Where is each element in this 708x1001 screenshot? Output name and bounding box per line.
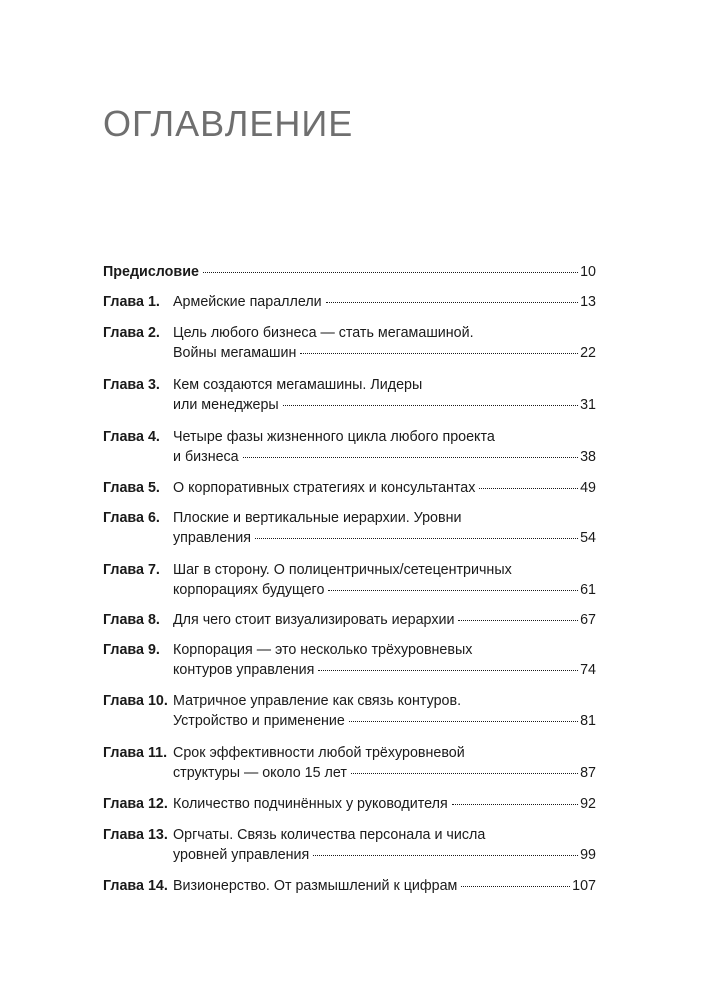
toc-entry-line <box>173 528 596 548</box>
toc-page-number: 22 <box>580 345 596 361</box>
dot-leader <box>300 353 578 354</box>
toc-page-number: 67 <box>580 612 596 628</box>
toc-page-number: 99 <box>580 847 596 863</box>
toc-entry-line <box>173 711 596 731</box>
toc-page-number: 87 <box>580 765 596 781</box>
chapter-label: Глава 9. <box>103 642 160 658</box>
toc-entry-title: Оргчаты. Связь количества персонала и числа <box>173 827 486 843</box>
toc-entry-body <box>173 640 596 680</box>
chapter-label: Глава 3. <box>103 377 160 393</box>
toc-entry-title: Армейские параллели <box>173 294 322 310</box>
dot-leader <box>203 272 578 273</box>
toc-entry-title-continued: или менеджеры <box>173 397 279 413</box>
toc-page-number: 92 <box>580 796 596 812</box>
page-title: ОГЛАВЛЕНИЕ <box>103 103 354 144</box>
chapter-label: Глава 4. <box>103 429 160 445</box>
dot-leader <box>479 488 578 489</box>
dot-leader <box>283 405 578 406</box>
toc-entry-body <box>173 743 596 783</box>
dot-leader <box>313 855 578 856</box>
toc-entry-body <box>103 262 596 282</box>
toc-entry-body <box>173 375 596 415</box>
toc-page-number: 81 <box>580 713 596 729</box>
toc-entry-title-continued: корпорациях будущего <box>173 582 325 598</box>
toc-entry-line <box>173 794 596 814</box>
chapter-label: Глава 7. <box>103 562 160 578</box>
toc-page-number: 10 <box>580 264 596 280</box>
dot-leader <box>461 886 570 887</box>
toc-entry-line <box>173 876 596 896</box>
dot-leader <box>318 670 578 671</box>
toc-entry-title: Корпорация — это несколько трёхуровневых <box>173 642 473 658</box>
toc-entry-title-continued: контуров управления <box>173 662 315 678</box>
toc-entry-body <box>173 691 596 731</box>
chapter-label: Глава 13. <box>103 827 168 843</box>
toc-entry-body <box>173 427 596 467</box>
chapter-label: Глава 11. <box>103 745 168 761</box>
chapter-label: Глава 10. <box>103 693 168 709</box>
toc-entry-title-continued: управления <box>173 530 251 546</box>
toc-entry-title: О корпоративных стратегиях и консультантах <box>173 480 476 496</box>
toc-entry-body <box>173 610 596 630</box>
toc-entry-title: Срок эффективности любой трёхуровневой <box>173 745 465 761</box>
toc-entry-title-continued: Устройство и применение <box>173 713 345 729</box>
toc-entry-title: Предисловие <box>103 264 199 280</box>
dot-leader <box>452 804 578 805</box>
toc-entry-title: Матричное управление как связь контуров. <box>173 693 462 709</box>
chapter-label: Глава 5. <box>103 480 160 496</box>
dot-leader <box>458 620 578 621</box>
chapter-label: Глава 6. <box>103 510 160 526</box>
toc-entry-title-continued: Войны мегамашин <box>173 345 297 361</box>
toc-entry-line <box>173 343 596 363</box>
toc-page-number: 31 <box>580 397 596 413</box>
toc-entry-title: Количество подчинённых у руководителя <box>173 796 448 812</box>
chapter-label: Глава 8. <box>103 612 160 628</box>
toc-entry-title: Для чего стоит визуализировать иерархии <box>173 612 455 628</box>
dot-leader <box>255 538 578 539</box>
toc-page-number: 54 <box>580 530 596 546</box>
dot-leader <box>349 721 578 722</box>
toc-page-number: 49 <box>580 480 596 496</box>
dot-leader <box>243 457 578 458</box>
toc-entry-body <box>173 478 596 498</box>
toc-entry-line <box>173 478 596 498</box>
chapter-label: Глава 1. <box>103 294 160 310</box>
chapter-label: Глава 12. <box>103 796 168 812</box>
toc-page-number: 74 <box>580 662 596 678</box>
toc-entry-title: Шаг в сторону. О полицентричных/сетецентричных <box>173 562 512 578</box>
toc-entry-line <box>173 845 596 865</box>
toc-entry-title: Плоские и вертикальные иерархии. Уровни <box>173 510 462 526</box>
toc-entry-body <box>173 323 596 363</box>
chapter-label: Глава 14. <box>103 878 168 894</box>
toc-entry-title-continued: структуры — около 15 лет <box>173 765 347 781</box>
toc-entry-line <box>173 610 596 630</box>
toc-entry-body <box>173 794 596 814</box>
toc-entry-body <box>173 292 596 312</box>
toc-entry-body <box>173 508 596 548</box>
toc-entry-line <box>173 447 596 467</box>
toc-entry-title: Цель любого бизнеса — стать мегамашиной. <box>173 325 474 341</box>
toc-page-number: 13 <box>580 294 596 310</box>
toc-entry-line <box>103 262 596 282</box>
toc-entry-body <box>173 825 596 865</box>
toc-entry-title-continued: и бизнеса <box>173 449 239 465</box>
dot-leader <box>326 302 578 303</box>
toc-entry-line <box>173 763 596 783</box>
toc-entry-title: Четыре фазы жизненного цикла любого проекта <box>173 429 495 445</box>
toc-entry-title-continued: уровней управления <box>173 847 310 863</box>
chapter-label: Глава 2. <box>103 325 160 341</box>
toc-entry-line <box>173 660 596 680</box>
toc-entry-line <box>173 395 596 415</box>
toc-entry-title: Кем создаются мегамашины. Лидеры <box>173 377 423 393</box>
toc-entry-body <box>173 560 596 600</box>
dot-leader <box>351 773 578 774</box>
toc-entry-title: Визионерство. От размышлений к цифрам <box>173 878 458 894</box>
toc-page-number: 61 <box>580 582 596 598</box>
toc-entry-line <box>173 580 596 600</box>
toc-page-number: 107 <box>572 878 596 894</box>
toc-entry-body <box>173 876 596 896</box>
toc-entry-line <box>173 292 596 312</box>
dot-leader <box>328 590 578 591</box>
toc-page-number: 38 <box>580 449 596 465</box>
